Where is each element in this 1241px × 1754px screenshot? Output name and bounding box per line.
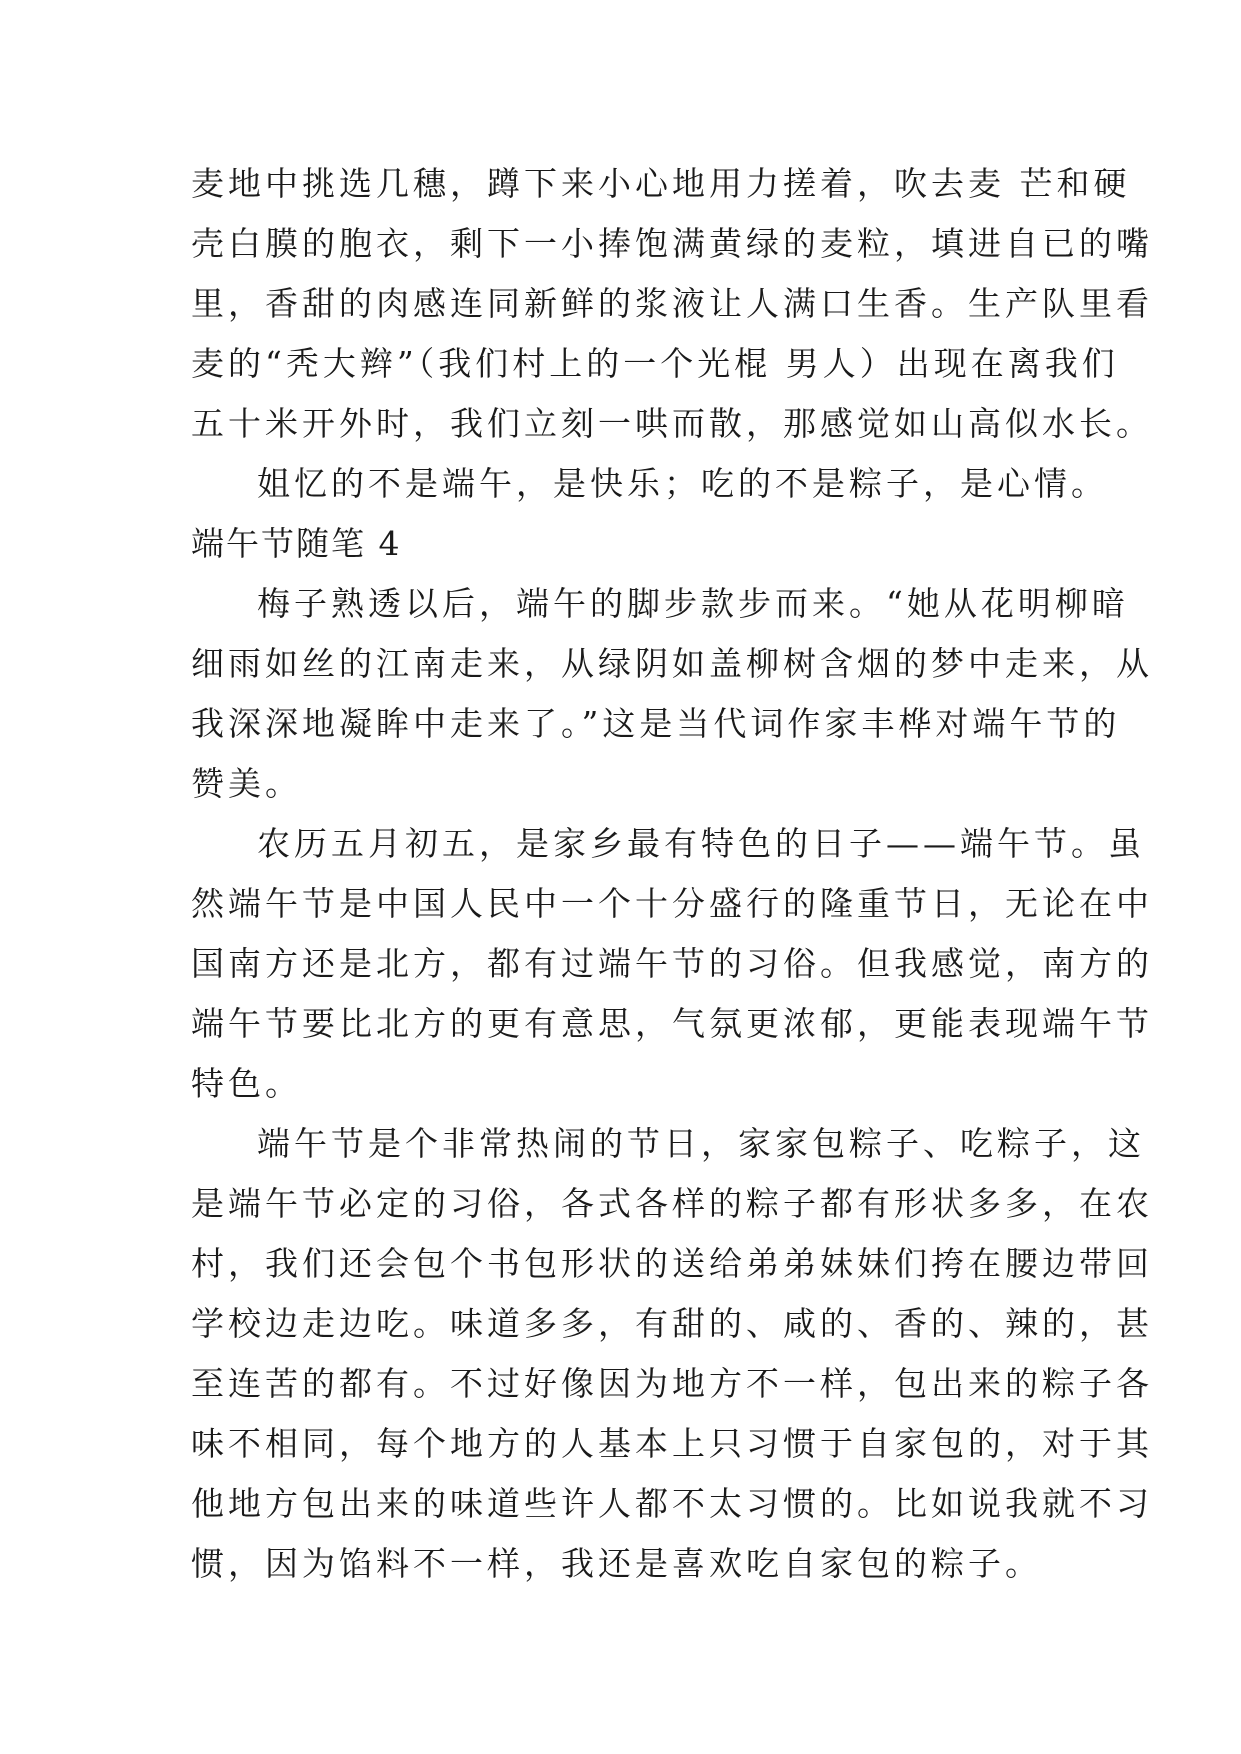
paragraph-1 <box>191 574 1153 814</box>
document-body <box>191 154 1153 1594</box>
text-line: 惯，因为馅料不一样，我还是喜欢吃自家包的粽子。 <box>191 1544 1042 1583</box>
text-line: 五十米开外时，我们立刻一哄而散，那感觉如山高似水长。 <box>191 404 1153 443</box>
text-line: 味不相同，每个地方的人基本上只习惯于自家包的，对于其 <box>191 1424 1153 1463</box>
text-line: 我深深地凝眸中走来了。”这是当代词作家丰桦对端午节的 <box>191 704 1121 743</box>
text-line: 国南方还是北方，都有过端午节的习俗。但我感觉，南方的 <box>191 944 1153 983</box>
paragraph-summary: 姐忆的不是端午，是快乐；吃的不是粽子，是心情。 <box>257 464 1108 503</box>
text-line: 里，香甜的肉感连同新鲜的浆液让人满口生香。生产队里看 <box>191 284 1153 323</box>
text-line: 细雨如丝的江南走来，从绿阴如盖柳树含烟的梦中走来，从 <box>191 644 1153 683</box>
text-line: 特色。 <box>191 1064 302 1103</box>
text-line: 壳白膜的胞衣，剩下一小捧饱满黄绿的麦粒，填进自已的嘴 <box>191 224 1153 263</box>
text-line: 至连苦的都有。不过好像因为地方不一样，包出来的粽子各 <box>191 1364 1153 1403</box>
text-line: 他地方包出来的味道些许人都不太习惯的。比如说我就不习 <box>191 1484 1153 1523</box>
text-line: 是端午节必定的习俗，各式各样的粽子都有形状多多，在农 <box>191 1184 1153 1223</box>
text-line: 学校边走边吃。味道多多，有甜的、咸的、香的、辣的，甚 <box>191 1304 1153 1343</box>
paragraph-2 <box>191 814 1153 1114</box>
text-line: 梅子熟透以后，端午的脚步款步而来。“她从花明柳暗 <box>257 584 1129 623</box>
text-line: 端午节要比北方的更有意思，气氛更浓郁，更能表现端午节 <box>191 1004 1153 1043</box>
paragraph-3 <box>191 1114 1153 1594</box>
text-line: 麦地中挑选几穗，蹲下来小心地用力搓着，吹去麦 芒和硬 <box>191 164 1131 203</box>
text-line: 麦的“秃大辫”（我们村上的一个光棍 男人）出现在离我们 <box>191 344 1119 383</box>
text-line: 赞美。 <box>191 764 302 803</box>
text-line: 然端午节是中国人民中一个十分盛行的隆重节日，无论在中 <box>191 884 1153 923</box>
text-line: 村，我们还会包个书包形状的送给弟弟妹妹们挎在腰边带回 <box>191 1244 1153 1283</box>
section-heading: 端午节随笔 4 <box>191 524 402 563</box>
text-line: 农历五月初五，是家乡最有特色的日子——端午节。虽 <box>257 824 1145 863</box>
paragraph-continued <box>191 154 1153 454</box>
text-line: 端午节是个非常热闹的节日，家家包粽子、吃粽子，这 <box>257 1124 1145 1163</box>
